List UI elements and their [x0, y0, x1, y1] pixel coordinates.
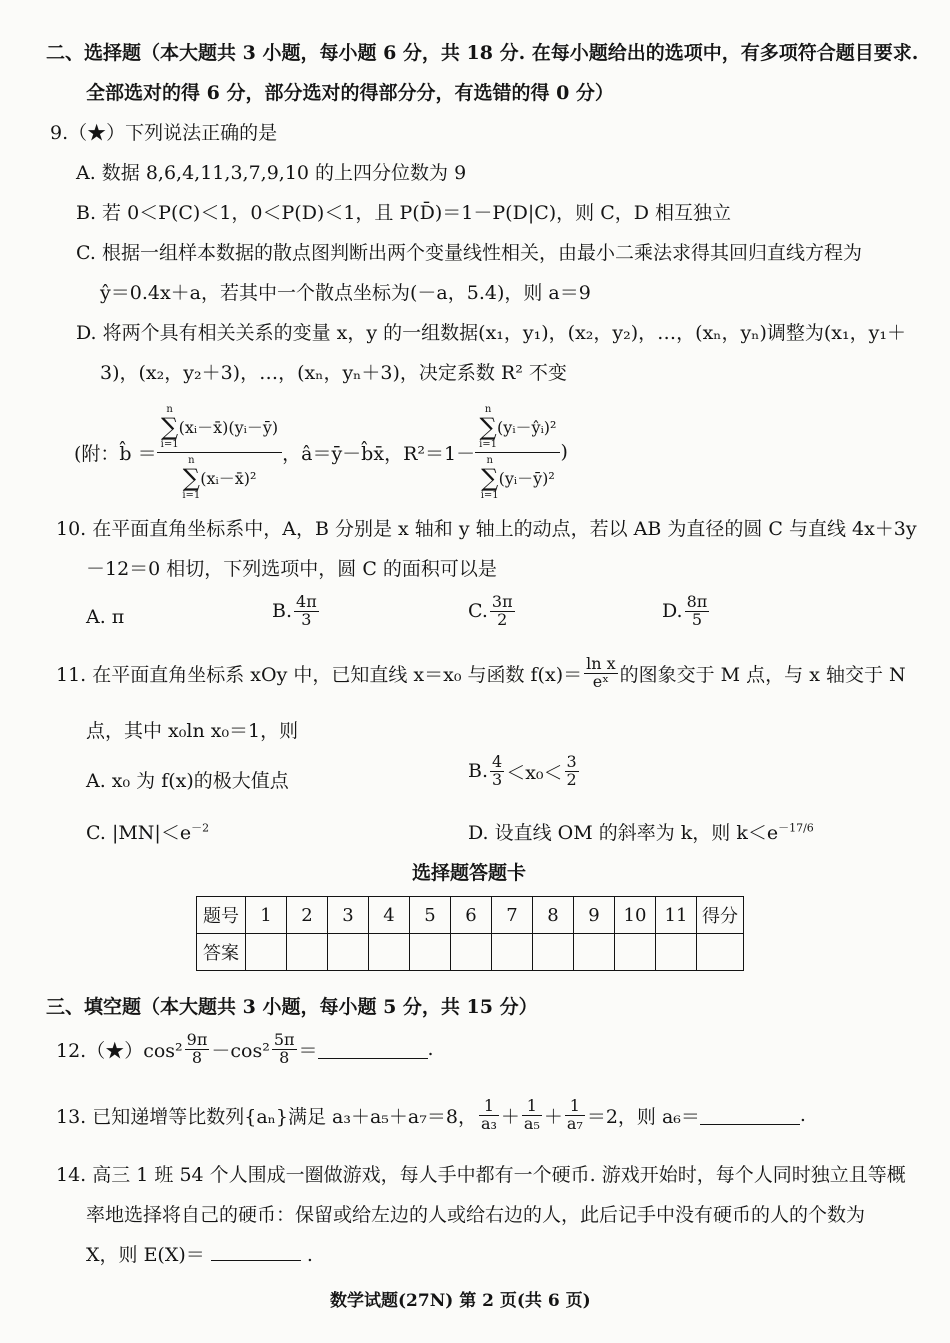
answer-box-9[interactable]	[574, 934, 615, 971]
answer-box-11[interactable]	[656, 934, 697, 971]
answer-box-10[interactable]	[615, 934, 656, 971]
q9-option-a: A. 数据 8,6,4,11,3,7,9,10 的上四分位数为 9	[76, 162, 467, 184]
appendix-middle: ，â＝ȳ－b̂x̄，R²＝1－	[282, 442, 476, 465]
answer-card-header-row	[197, 897, 744, 934]
answer-card-header-cell: 得分	[697, 897, 744, 934]
answer-box-1[interactable]	[246, 934, 287, 971]
q14-line3: X，则 E(X)＝ .	[86, 1244, 313, 1266]
q9-stem: 9.（★）下列说法正确的是	[50, 122, 278, 144]
q10-stem-line2: －12＝0 相切，下列选项中，圆 C 的面积可以是	[86, 558, 497, 580]
q11-stem-line2: 点，其中 x₀ln x₀＝1，则	[86, 720, 299, 742]
q11-option-b: B. $\frac{4}{3}$ ＜x₀＜ $\frac{3}{2}$	[468, 752, 577, 789]
answer-card-header-cell: 10	[615, 897, 656, 934]
answer-card-header-cell: 11	[656, 897, 697, 934]
appendix-open: (附：b̂ ＝	[74, 442, 157, 465]
q12-line: 12.（★）cos² $\frac{9\pi}{8}$ －cos² $\frac{5\pi}{8}$ ＝ .	[56, 1030, 434, 1067]
q14-line2: 率地选择将自己的硬币：保留或给左边的人或给右边的人，此后记手中没有硬币的人的个数为	[86, 1204, 866, 1226]
q10-stem-line1: 10. 在平面直角坐标系中，A，B 分别是 x 轴和 y 轴上的动点，若以 AB 为直径的圆 C 与直线 4x＋3y	[56, 518, 917, 540]
q9-option-c-line1: C. 根据一组样本数据的散点图判断出两个变量线性相关，由最小二乘法求得其回归直线方程为	[76, 242, 862, 264]
q10-option-a: A. π	[86, 606, 125, 628]
answer-card-header-cell: 4	[369, 897, 410, 934]
answer-box-3[interactable]	[328, 934, 369, 971]
answer-card-row-label: 答案	[197, 934, 246, 971]
q10-option-c: C. $\frac{3\pi}{2}$	[468, 592, 513, 629]
appendix-close: )	[560, 441, 568, 463]
answer-box-4[interactable]	[369, 934, 410, 971]
answer-card-header-cell: 题号	[197, 897, 246, 934]
answer-box-2[interactable]	[287, 934, 328, 971]
answer-box-5[interactable]	[410, 934, 451, 971]
answer-box-6[interactable]	[451, 934, 492, 971]
q14-line1: 14. 高三 1 班 54 个人围成一圈做游戏，每人手中都有一个硬币. 游戏开始时，每个人同时独立且等概	[56, 1164, 906, 1186]
answer-box-8[interactable]	[533, 934, 574, 971]
q9-option-b: B. 若 0＜P(C)＜1，0＜P(D)＜1，且 P(D̄)＝1－P(D|C)，则 C，D 相互独立	[76, 202, 732, 224]
q11-option-a: A. x₀ 为 f(x)的极大值点	[86, 770, 289, 792]
q9-option-d-line2: 3)，(x₂，y₂＋3)，…，(xₙ，yₙ＋3)，决定系数 R² 不变	[100, 362, 567, 384]
page-footer: 数学试题(27N) 第 2 页(共 6 页)	[330, 1291, 591, 1311]
section3-heading: 三、填空题（本大题共 3 小题，每小题 5 分，共 15 分）	[46, 996, 538, 1018]
q11-option-c: C. $|MN|<e^{-2}$	[86, 821, 210, 844]
answer-card-header-cell: 5	[410, 897, 451, 934]
answer-card-header-cell: 7	[492, 897, 533, 934]
q9-appendix-formula	[74, 398, 568, 506]
q9-option-c-line2: ŷ＝0.4x＋a，若其中一个散点坐标为(－a，5.4)，则 a＝9	[100, 282, 591, 304]
b-hat-fraction: n ∑ i=1 (xᵢ－x̄)(yᵢ－ȳ) n ∑ i=1 (xᵢ－x̄)²	[157, 404, 283, 501]
r-squared-fraction: n ∑ i=1 (yᵢ－ŷᵢ)² n ∑ i=1 (yᵢ－ȳ)²	[475, 404, 560, 501]
section2-heading-line1: 二、选择题（本大题共 3 小题，每小题 6 分，共 18 分. 在每小题给出的选项中，有多项符合题目要求.	[46, 42, 919, 64]
answer-card-table	[196, 896, 744, 971]
answer-card-header-cell: 2	[287, 897, 328, 934]
q11-option-d: D. 设直线 OM 的斜率为 k，则 $k<e^{-17/6}$	[468, 821, 814, 844]
q9-option-d-line1: D. 将两个具有相关关系的变量 x，y 的一组数据(x₁，y₁)，(x₂，y₂)，…，(xₙ，yₙ)调整为(x₁，y₁＋	[76, 322, 906, 344]
answer-card-header-cell: 3	[328, 897, 369, 934]
q11-stem-line1: 11. 在平面直角坐标系 xOy 中，已知直线 x＝x₀ 与函数 f(x)＝ $\frac{\text{ln x}}{\text{eˣ}}$ 的图象交于 M 点，与 x 轴交于 N	[56, 654, 906, 691]
answer-card-answer-row	[197, 934, 744, 971]
score-box[interactable]	[697, 934, 744, 971]
q10-option-d: D. $\frac{8\pi}{5}$	[662, 592, 708, 629]
answer-card-header-cell: 6	[451, 897, 492, 934]
section2-heading-line2: 全部选对的得 6 分，部分选对的得部分分，有选错的得 0 分）	[86, 82, 614, 104]
q14-answer-blank[interactable]	[211, 1242, 301, 1261]
q13-line: 13. 已知递增等比数列{aₙ}满足 a₃＋a₅＋a₇＝8， $\frac{1}{\text{a₃}}$ ＋ $\frac{1}{\text{a₅}}$ ＋ $\frac{1}{\text{a₇}}$ ＝2，则 a₆＝ .	[56, 1096, 806, 1133]
answer-box-7[interactable]	[492, 934, 533, 971]
answer-card-header-cell: 8	[533, 897, 574, 934]
answer-card-header-cell: 9	[574, 897, 615, 934]
q12-answer-blank[interactable]	[318, 1040, 428, 1059]
q13-answer-blank[interactable]	[700, 1106, 800, 1125]
answer-card-title: 选择题答题卡	[412, 862, 527, 884]
answer-card-header-cell: 1	[246, 897, 287, 934]
q10-option-b: B. $\frac{4\pi}{3}$	[272, 592, 317, 629]
